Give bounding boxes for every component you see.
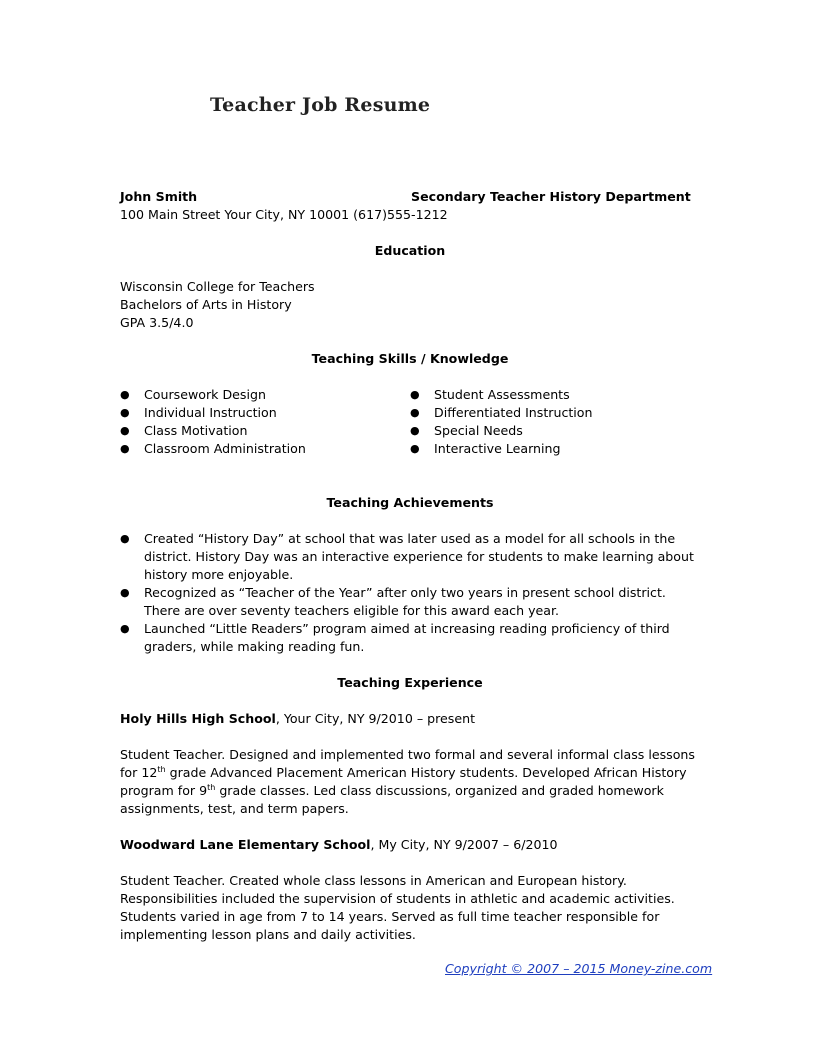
bullet-icon: ● [120, 622, 130, 635]
bullet-icon: ● [410, 442, 420, 455]
bullet-icon: ● [410, 406, 420, 419]
education-degree: Bachelors of Arts in History [120, 297, 292, 312]
bullet-icon: ● [120, 424, 130, 437]
bullet-icon: ● [120, 406, 130, 419]
header-row [120, 188, 700, 206]
skill-item: ● Class Motivation [120, 423, 248, 438]
bullet-icon: ● [410, 424, 420, 437]
job2-header [120, 836, 700, 854]
bullet-icon: ● [120, 532, 130, 545]
skill-item: ● Differentiated Instruction [410, 405, 593, 420]
skill-item: ● Interactive Learning [410, 441, 561, 456]
resume-body [120, 188, 700, 944]
skills-grid [120, 386, 700, 458]
position-title: Secondary Teacher History Department [411, 189, 691, 204]
skills-left-column [120, 386, 410, 458]
job2-employer: Woodward Lane Elementary School [120, 837, 371, 852]
skills-heading: Teaching Skills / Knowledge [311, 351, 509, 366]
education-school: Wisconsin College for Teachers [120, 279, 315, 294]
bullet-icon: ● [120, 586, 130, 599]
contact-line: 100 Main Street Your City, NY 10001 (617)555-1212 [120, 207, 448, 222]
bullet-icon: ● [120, 388, 130, 401]
job2-description: Student Teacher. Created whole class lessons in American and European history. Responsibilities included the supervision of students in athletic and academic activities. Students varied in age from 7 to 14 years. Served as full time teacher responsible for implementing lesson plans and daily activities. [120, 873, 675, 942]
candidate-name: John Smith [120, 189, 198, 204]
achievements-heading: Teaching Achievements [326, 495, 494, 510]
job1-description: Student Teacher. Designed and implemented two formal and several informal class lessons for 12th grade Advanced Placement American History students. Developed African History program for 9th grade classes. Led class discussions, organized and graded homework assignments, test, and term papers. [120, 747, 695, 816]
achievement-item: ● Recognized as “Teacher of the Year” after only two years in present school district. There are over seventy teachers eligible for this award each year. [120, 585, 666, 618]
education-gpa: GPA 3.5/4.0 [120, 315, 194, 330]
bullet-icon: ● [120, 442, 130, 455]
experience-heading: Teaching Experience [337, 675, 483, 690]
job2-details: , My City, NY 9/2007 – 6/2010 [370, 837, 558, 852]
job1-header [120, 710, 700, 728]
skill-item: ● Student Assessments [410, 387, 570, 402]
document-title: Teacher Job Resume [210, 94, 431, 116]
skill-item: ● Special Needs [410, 423, 523, 438]
education-heading: Education [374, 243, 446, 258]
job1-employer: Holy Hills High School [120, 711, 276, 726]
copyright-link[interactable]: Copyright © 2007 – 2015 Money-zine.com [445, 961, 713, 976]
skills-right-column [410, 386, 700, 458]
skill-item: ● Classroom Administration [120, 441, 306, 456]
achievement-item: ● Launched “Little Readers” program aimed at increasing reading proficiency of third graders, while making reading fun. [120, 621, 670, 654]
skill-item: ● Coursework Design [120, 387, 266, 402]
bullet-icon: ● [410, 388, 420, 401]
job1-details: , Your City, NY 9/2010 – present [275, 711, 476, 726]
achievement-item: ● Created “History Day” at school that was later used as a model for all schools in the district. History Day was an interactive experience for students to make learning about history more enjoyable. [120, 531, 694, 582]
skill-item: ● Individual Instruction [120, 405, 277, 420]
